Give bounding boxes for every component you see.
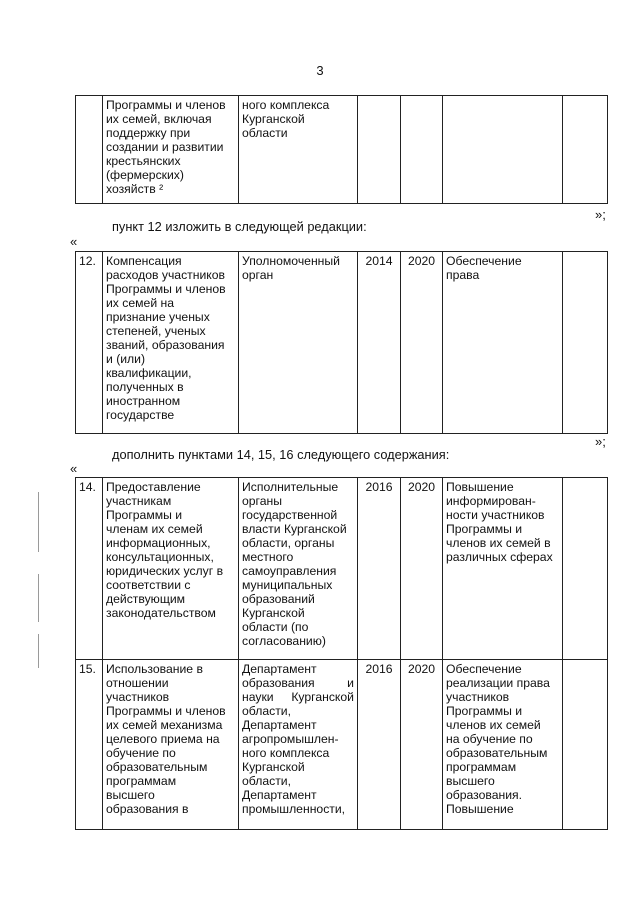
line: их семей, включая [106, 112, 212, 126]
line: Курганской [242, 112, 305, 126]
opening-quote: « [70, 461, 78, 476]
line: орган [242, 268, 274, 282]
line: образования в [106, 802, 189, 816]
cell-empty [563, 252, 608, 434]
line: признание ученых [106, 310, 210, 324]
cell-start-year: 2016 [358, 660, 401, 830]
cell-number: 14. [76, 478, 103, 660]
line: юридических услуг в [106, 564, 224, 578]
line: программам [446, 760, 517, 774]
line: Программы и [106, 508, 183, 522]
line: членам их семей [106, 522, 203, 536]
line: Повышение [446, 480, 514, 494]
line: создании и развитии [106, 140, 224, 154]
cell-result [443, 478, 563, 660]
line: степеней, ученых [106, 324, 206, 338]
line: хозяйств ² [106, 182, 164, 196]
line: высшего [446, 774, 495, 788]
line: информационных, [106, 536, 211, 550]
line: членов их семей в [446, 536, 551, 550]
line: области (по [242, 620, 309, 634]
line: информирован- [446, 494, 536, 508]
cell-end-year: 2020 [401, 478, 443, 660]
cell-start-year [358, 96, 401, 204]
line: крестьянских [106, 154, 181, 168]
cell-number [76, 96, 103, 204]
line: на обучение по [446, 732, 533, 746]
line: квалификации, [106, 366, 192, 380]
line: иностранном [106, 394, 181, 408]
line: званий, образования [106, 338, 225, 352]
cell-empty [563, 96, 608, 204]
line: Курганской [242, 760, 305, 774]
line: Программы и [446, 704, 523, 718]
line: Исполнительные [242, 480, 339, 494]
cell-executor [239, 478, 358, 660]
line: области [242, 126, 288, 140]
cell-empty [563, 478, 608, 660]
cell-result [443, 252, 563, 434]
closing-quote: »; [595, 434, 606, 449]
line: Обеспечение [446, 254, 522, 268]
line: ного комплекса [242, 746, 330, 760]
line: согласованию) [242, 634, 326, 648]
line: муниципальных [242, 578, 333, 592]
cell-result [443, 660, 563, 830]
line: Программы и [446, 522, 523, 536]
line: полученных в [106, 380, 184, 394]
instruction-text: дополнить пунктами 14, 15, 16 следующего содержания: [112, 447, 450, 462]
line: программам [106, 774, 177, 788]
table-row [76, 252, 608, 434]
line: ности участников [446, 508, 545, 522]
line: Уполномоченный [242, 254, 340, 268]
line: Предоставление [106, 480, 201, 494]
cell-number: 15. [76, 660, 103, 830]
table-continuation [75, 95, 608, 204]
table-row [76, 478, 608, 660]
cell-end-year: 2020 [401, 660, 443, 830]
line: высшего [106, 788, 155, 802]
line: Повышение [446, 802, 514, 816]
line: Программы и членов [106, 704, 226, 718]
table-row [76, 96, 608, 204]
line: различных сферах [446, 550, 553, 564]
line: промышленности, [242, 802, 346, 816]
line: самоуправления [242, 564, 337, 578]
line: образовательным [106, 760, 208, 774]
line: области, органы [242, 536, 335, 550]
cell-name [103, 252, 239, 434]
line: расходов участников [106, 268, 226, 282]
closing-quote: »; [595, 207, 606, 222]
cell-start-year: 2014 [358, 252, 401, 434]
line: действующим [106, 592, 186, 606]
line: Департамент [242, 662, 317, 676]
line: агропромышлен- [242, 732, 339, 746]
line: консультационных, [106, 550, 214, 564]
line: ного комплекса [242, 98, 330, 112]
line: их семей на [106, 296, 175, 310]
line: государственной [242, 508, 338, 522]
line: целевого приема на [106, 732, 220, 746]
line: Курганской [242, 606, 305, 620]
page-number: 3 [316, 63, 324, 78]
line: отношении [106, 676, 169, 690]
margin-marks [29, 482, 49, 682]
line: (фермерских) [106, 168, 184, 182]
line: Компенсация [106, 254, 182, 268]
line: науки Курганской [242, 690, 354, 704]
line: права [446, 268, 480, 282]
table-row [76, 660, 608, 830]
line: Департамент [242, 718, 317, 732]
table-item-12 [75, 251, 608, 434]
line: органы [242, 494, 283, 508]
line: власти Курганской [242, 522, 347, 536]
opening-quote: « [70, 234, 78, 249]
cell-empty [563, 660, 608, 830]
line: участникам [106, 494, 172, 508]
line: образования. [446, 788, 523, 802]
line: образования и [242, 676, 354, 690]
cell-end-year: 2020 [401, 252, 443, 434]
line: Программы и членов [106, 98, 226, 112]
line: их семей механизма [106, 718, 223, 732]
cell-executor [239, 252, 358, 434]
line: местного [242, 550, 294, 564]
line: поддержку при [106, 126, 191, 140]
line: соответствии с [106, 578, 191, 592]
table-items-14-15 [75, 477, 608, 830]
line: обучение по [106, 746, 176, 760]
line: области, [242, 704, 291, 718]
line: участников [106, 690, 170, 704]
line: Программы и членов [106, 282, 226, 296]
line: Департамент [242, 788, 317, 802]
cell-name [103, 478, 239, 660]
cell-name [103, 660, 239, 830]
line: области, [242, 774, 291, 788]
line: и (или) [106, 352, 146, 366]
cell-result [443, 96, 563, 204]
cell-start-year: 2016 [358, 478, 401, 660]
cell-name [103, 96, 239, 204]
line: государстве [106, 408, 175, 422]
line: Использование в [106, 662, 203, 676]
cell-number: 12. [76, 252, 103, 434]
line: реализации права [446, 676, 550, 690]
instruction-text: пункт 12 изложить в следующей редакции: [112, 219, 367, 234]
line: образовательным [446, 746, 548, 760]
line: членов их семей [446, 718, 541, 732]
line: участников [446, 690, 510, 704]
line: законодательством [106, 606, 216, 620]
cell-end-year [401, 96, 443, 204]
line: образований [242, 592, 315, 606]
line: Обеспечение [446, 662, 522, 676]
cell-executor [239, 660, 358, 830]
cell-executor [239, 96, 358, 204]
